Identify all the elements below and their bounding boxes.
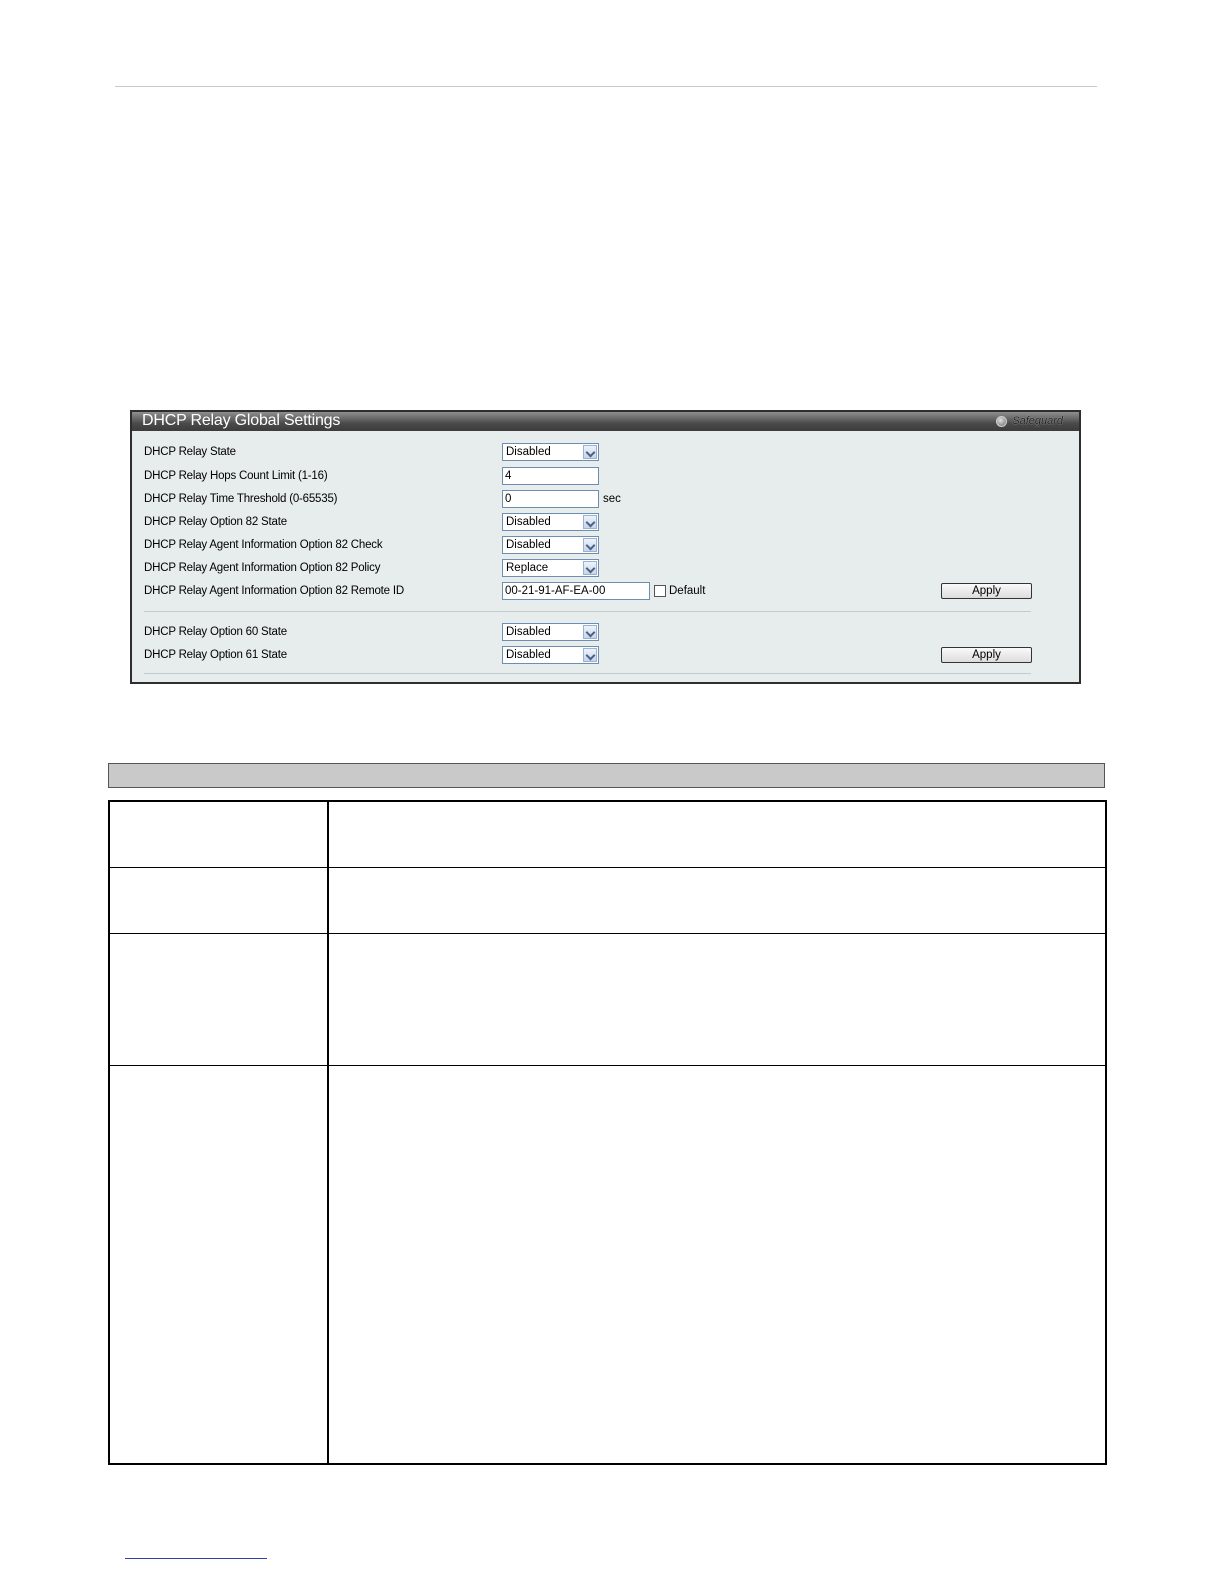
option61-state-select[interactable] xyxy=(502,646,599,664)
hops-count-limit-label: DHCP Relay Hops Count Limit (1-16) xyxy=(144,470,328,482)
table-row-divider xyxy=(110,867,1105,868)
row-option61-state xyxy=(144,646,1064,664)
option82-policy-select[interactable] xyxy=(502,559,599,577)
option82-state-value: Disabled xyxy=(506,516,551,528)
row-option82-policy xyxy=(144,559,1064,577)
time-threshold-label: DHCP Relay Time Threshold (0-65535) xyxy=(144,493,338,505)
remote-id-default-label: Default xyxy=(669,585,706,597)
row-relay-state xyxy=(144,443,1064,461)
option82-state-select[interactable] xyxy=(502,513,599,531)
panel-header xyxy=(132,412,1079,431)
chevron-down-icon[interactable] xyxy=(583,625,597,639)
row-hops-count-limit xyxy=(144,467,1064,485)
row-option82-check xyxy=(144,536,1064,554)
table-row-divider xyxy=(110,1065,1105,1066)
option82-policy-label: DHCP Relay Agent Information Option 82 Policy xyxy=(144,562,381,574)
safeguard-label: Safeguard xyxy=(1012,415,1063,427)
option82-remote-id-label: DHCP Relay Agent Information Option 82 Remote ID xyxy=(144,585,404,597)
page-top-rule xyxy=(115,86,1097,87)
option82-state-label: DHCP Relay Option 82 State xyxy=(144,516,287,528)
option82-policy-value: Replace xyxy=(506,562,549,574)
option82-check-value: Disabled xyxy=(506,539,551,551)
option60-state-select[interactable] xyxy=(502,623,599,641)
footer-link-underline xyxy=(125,1558,267,1559)
row-time-threshold xyxy=(144,490,1064,508)
row-option82-state xyxy=(144,513,1064,531)
option60-state-label: DHCP Relay Option 60 State xyxy=(144,626,287,638)
hops-count-limit-input[interactable]: 4 xyxy=(502,467,599,485)
relay-state-label: DHCP Relay State xyxy=(144,446,236,458)
description-table xyxy=(108,800,1107,1465)
panel-title: DHCP Relay Global Settings xyxy=(142,412,341,429)
dhcp-relay-global-settings-panel xyxy=(130,410,1081,684)
safeguard-indicator xyxy=(996,414,1063,428)
table-row-divider xyxy=(110,933,1105,934)
remote-id-default-checkbox[interactable] xyxy=(654,585,666,597)
relay-state-value: Disabled xyxy=(506,446,551,458)
option82-check-select[interactable] xyxy=(502,536,599,554)
safeguard-icon xyxy=(996,416,1007,427)
option82-check-label: DHCP Relay Agent Information Option 82 Check xyxy=(144,539,383,551)
description-table-header xyxy=(108,763,1105,788)
chevron-down-icon[interactable] xyxy=(583,445,597,459)
relay-state-select[interactable] xyxy=(502,443,599,461)
section-divider xyxy=(144,611,1031,612)
chevron-down-icon[interactable] xyxy=(583,538,597,552)
bottom-divider xyxy=(144,673,1031,674)
option61-state-label: DHCP Relay Option 61 State xyxy=(144,649,287,661)
row-option60-state xyxy=(144,623,1064,641)
row-option82-remote-id xyxy=(144,582,1064,600)
option60-state-value: Disabled xyxy=(506,626,551,638)
option82-remote-id-input[interactable]: 00-21-91-AF-EA-00 xyxy=(502,582,650,600)
chevron-down-icon[interactable] xyxy=(583,648,597,662)
chevron-down-icon[interactable] xyxy=(583,515,597,529)
chevron-down-icon[interactable] xyxy=(583,561,597,575)
description-column-divider xyxy=(327,802,329,1463)
apply-button-option60-61[interactable]: Apply xyxy=(941,647,1032,663)
apply-button-option82[interactable]: Apply xyxy=(941,583,1032,599)
time-threshold-input[interactable]: 0 xyxy=(502,490,599,508)
time-threshold-unit: sec xyxy=(603,493,621,505)
option61-state-value: Disabled xyxy=(506,649,551,661)
